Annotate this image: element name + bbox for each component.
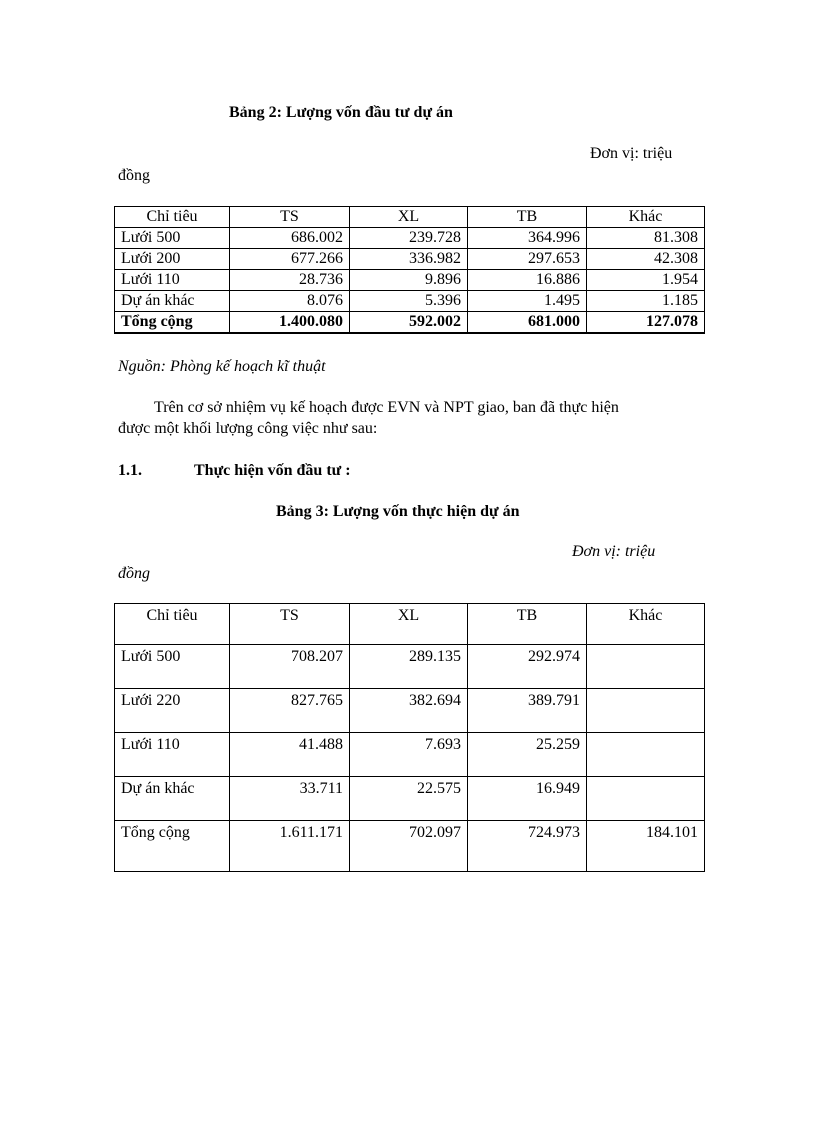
table3-cell: Lưới 500	[115, 645, 230, 689]
table2-cell: 239.728	[350, 228, 468, 249]
table2-total-cell: Tổng cộng	[115, 312, 230, 334]
table3-cell: 827.765	[230, 689, 350, 733]
table2-cell: 1.954	[587, 270, 705, 291]
table2-unit-line1: Đơn vị: triệu	[590, 145, 673, 162]
table2-header-cell: TB	[468, 207, 587, 228]
table3-cell	[587, 777, 705, 821]
table3-unit-line1: Đơn vị: triệu	[572, 543, 656, 560]
table2-header-cell: Khác	[587, 207, 705, 228]
table3-cell: 382.694	[350, 689, 468, 733]
table3-cell: 389.791	[468, 689, 587, 733]
table2-cell: 364.996	[468, 228, 587, 249]
table2-cell: 81.308	[587, 228, 705, 249]
table3-cell: 7.693	[350, 733, 468, 777]
table2-title: Bảng 2: Lượng vốn đầu tư dự án	[229, 104, 453, 121]
table3-cell: Tổng cộng	[115, 821, 230, 872]
table3-header-cell: TS	[230, 604, 350, 645]
table2-total-cell: 1.400.080	[230, 312, 350, 334]
table2-source: Nguồn: Phòng kế hoạch kĩ thuật	[118, 358, 326, 375]
table3-total-row	[115, 821, 705, 872]
table3-cell: 16.949	[468, 777, 587, 821]
table3-cell: Dự án khác	[115, 777, 230, 821]
table2-cell: 16.886	[468, 270, 587, 291]
table2-cell: 686.002	[230, 228, 350, 249]
table3-cell: 708.207	[230, 645, 350, 689]
table3-title: Bảng 3: Lượng vốn thực hiện dự án	[276, 503, 520, 520]
table2-header-cell: Chỉ tiêu	[115, 207, 230, 228]
table2-header-row	[115, 207, 705, 228]
table2-cell: 8.076	[230, 291, 350, 312]
table2	[114, 206, 705, 334]
table2-total-cell: 592.002	[350, 312, 468, 334]
table-row	[115, 777, 705, 821]
table3-header-row	[115, 604, 705, 645]
section-number: 1.1.	[118, 462, 142, 479]
table2-cell: Lưới 500	[115, 228, 230, 249]
table2-header-cell: XL	[350, 207, 468, 228]
table2-cell: 1.185	[587, 291, 705, 312]
table2-unit-line2: đồng	[118, 167, 150, 184]
table2-cell: 5.396	[350, 291, 468, 312]
paragraph-line2: được một khối lượng công việc như sau:	[118, 420, 378, 437]
table2-cell: 28.736	[230, 270, 350, 291]
table3-cell: 292.974	[468, 645, 587, 689]
table2-cell: 42.308	[587, 249, 705, 270]
table-row	[115, 689, 705, 733]
table2-cell: 677.266	[230, 249, 350, 270]
table-row	[115, 270, 705, 291]
table2-cell: 9.896	[350, 270, 468, 291]
table-row	[115, 645, 705, 689]
table3-cell: 702.097	[350, 821, 468, 872]
table2-cell: Dự án khác	[115, 291, 230, 312]
table2-cell: Lưới 200	[115, 249, 230, 270]
table3-cell	[587, 689, 705, 733]
table3-header-cell: TB	[468, 604, 587, 645]
table3-cell: 289.135	[350, 645, 468, 689]
table3-header-cell: Khác	[587, 604, 705, 645]
table3-cell: 25.259	[468, 733, 587, 777]
section-heading: Thực hiện vốn đầu tư :	[194, 462, 351, 479]
table3-cell: 41.488	[230, 733, 350, 777]
table2-header-cell: TS	[230, 207, 350, 228]
paragraph-line1: Trên cơ sở nhiệm vụ kế hoạch được EVN và NPT giao, ban đã thực hiện	[154, 399, 619, 416]
table-row	[115, 228, 705, 249]
table2-total-row	[115, 312, 705, 334]
table3-cell: 1.611.171	[230, 821, 350, 872]
table-row	[115, 249, 705, 270]
table3	[114, 603, 705, 872]
table3-cell	[587, 733, 705, 777]
table3-cell: 724.973	[468, 821, 587, 872]
table2-cell: 1.495	[468, 291, 587, 312]
table3-cell: 184.101	[587, 821, 705, 872]
table3-cell	[587, 645, 705, 689]
table2-total-cell: 127.078	[587, 312, 705, 334]
table2-cell: Lưới 110	[115, 270, 230, 291]
table3-cell: 22.575	[350, 777, 468, 821]
table-row	[115, 733, 705, 777]
table3-cell: Lưới 220	[115, 689, 230, 733]
table2-total-cell: 681.000	[468, 312, 587, 334]
table2-cell: 336.982	[350, 249, 468, 270]
table3-unit-line2: đồng	[118, 565, 150, 582]
table3-cell: Lưới 110	[115, 733, 230, 777]
table3-cell: 33.711	[230, 777, 350, 821]
table3-header-cell: Chỉ tiêu	[115, 604, 230, 645]
table-row	[115, 291, 705, 312]
table2-cell: 297.653	[468, 249, 587, 270]
table3-header-cell: XL	[350, 604, 468, 645]
